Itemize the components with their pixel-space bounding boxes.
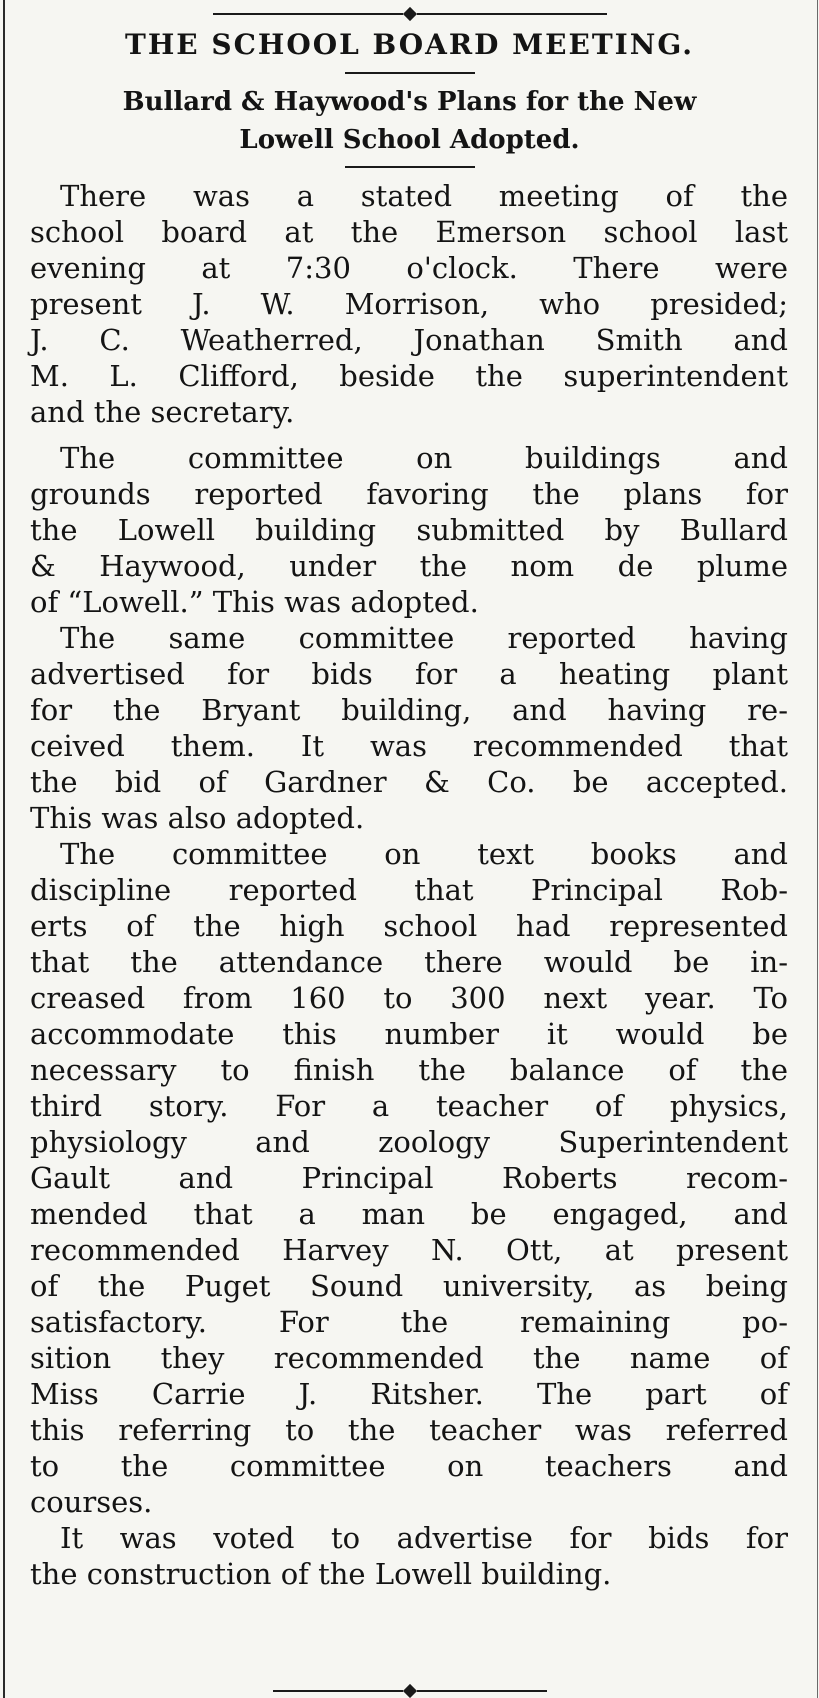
subheadline-line-1: Bullard & Haywood's Plans for the New [122, 87, 697, 117]
paragraph-line: third story. For a teacher of physics, [30, 1089, 788, 1123]
bottom-ornament-rule [273, 1686, 547, 1696]
paragraph-line: accommodate this number it would be [30, 1017, 788, 1051]
top-ornament-rule [213, 9, 607, 19]
paragraph-line: courses. [30, 1485, 153, 1519]
paragraph-line: to the committee on teachers and [30, 1449, 788, 1483]
paragraph-line: Miss Carrie J. Ritsher. The part of [30, 1377, 788, 1411]
paragraph-line: erts of the high school had represented [30, 909, 788, 943]
paragraph-line: The committee on text books and [60, 837, 788, 871]
paragraph-line: the construction of the Lowell building. [30, 1557, 612, 1591]
paragraph-line: M. L. Clifford, beside the superintendent [30, 359, 788, 393]
column-rule-left [3, 0, 5, 1698]
paragraph-line: recommended Harvey N. Ott, at present [30, 1233, 788, 1267]
paragraph-line: the Lowell building submitted by Bullard [30, 513, 788, 547]
paragraph-line: grounds reported favoring the plans for [30, 477, 788, 511]
article-paragraph [30, 440, 788, 620]
column-rule-right [817, 0, 818, 1698]
paragraph-line: It was voted to advertise for bids for [60, 1521, 788, 1555]
article-paragraph [30, 620, 788, 836]
paragraph-line: that the attendance there would be in- [30, 945, 788, 979]
article-paragraph [30, 1520, 788, 1592]
article-body [30, 178, 788, 1592]
paragraph-line: Gault and Principal Roberts recom- [30, 1161, 788, 1195]
paragraph-line: evening at 7:30 o'clock. There were [30, 251, 788, 285]
paragraph-line: ceived them. It was recommended that [30, 729, 788, 763]
paragraph-line: school board at the Emerson school last [30, 215, 788, 249]
paragraph-line: necessary to finish the balance of the [30, 1053, 788, 1087]
paragraph-line: satisfactory. For the remaining po- [30, 1305, 788, 1339]
paragraph-line: present J. W. Morrison, who presided; [30, 287, 788, 321]
subheadline-line-2: Lowell School Adopted. [239, 125, 580, 155]
paragraph-line: of the Puget Sound university, as being [30, 1269, 788, 1303]
paragraph-line: for the Bryant building, and having re- [30, 693, 788, 727]
paragraph-line: discipline reported that Principal Rob- [30, 873, 788, 907]
paragraph-line: The same committee reported having [60, 621, 788, 655]
paragraph-line: J. C. Weatherred, Jonathan Smith and [30, 323, 788, 357]
paragraph-line: and the secretary. [30, 395, 295, 429]
paragraph-line: mended that a man be engaged, and [30, 1197, 788, 1231]
article-paragraph [30, 178, 788, 430]
paragraph-line: creased from 160 to 300 next year. To [30, 981, 788, 1015]
article-headline: THE SCHOOL BOARD MEETING. [124, 28, 695, 61]
paragraph-line: There was a stated meeting of the [60, 179, 788, 213]
paragraph-line: sition they recommended the name of [30, 1341, 788, 1375]
paragraph-line: physiology and zoology Superintendent [30, 1125, 788, 1159]
paragraph-line: & Haywood, under the nom de plume [30, 549, 788, 583]
paragraph-line: the bid of Gardner & Co. be accepted. [30, 765, 788, 799]
paragraph-line: This was also adopted. [30, 801, 365, 835]
paragraph-line: of “Lowell.” This was adopted. [30, 585, 479, 619]
paragraph-line: this referring to the teacher was referred [30, 1413, 788, 1447]
subhead-divider [345, 166, 475, 168]
paragraph-line: The committee on buildings and [60, 441, 788, 475]
article-paragraph [30, 836, 788, 1520]
paragraph-line: advertised for bids for a heating plant [30, 657, 788, 691]
headline-divider [345, 72, 475, 74]
